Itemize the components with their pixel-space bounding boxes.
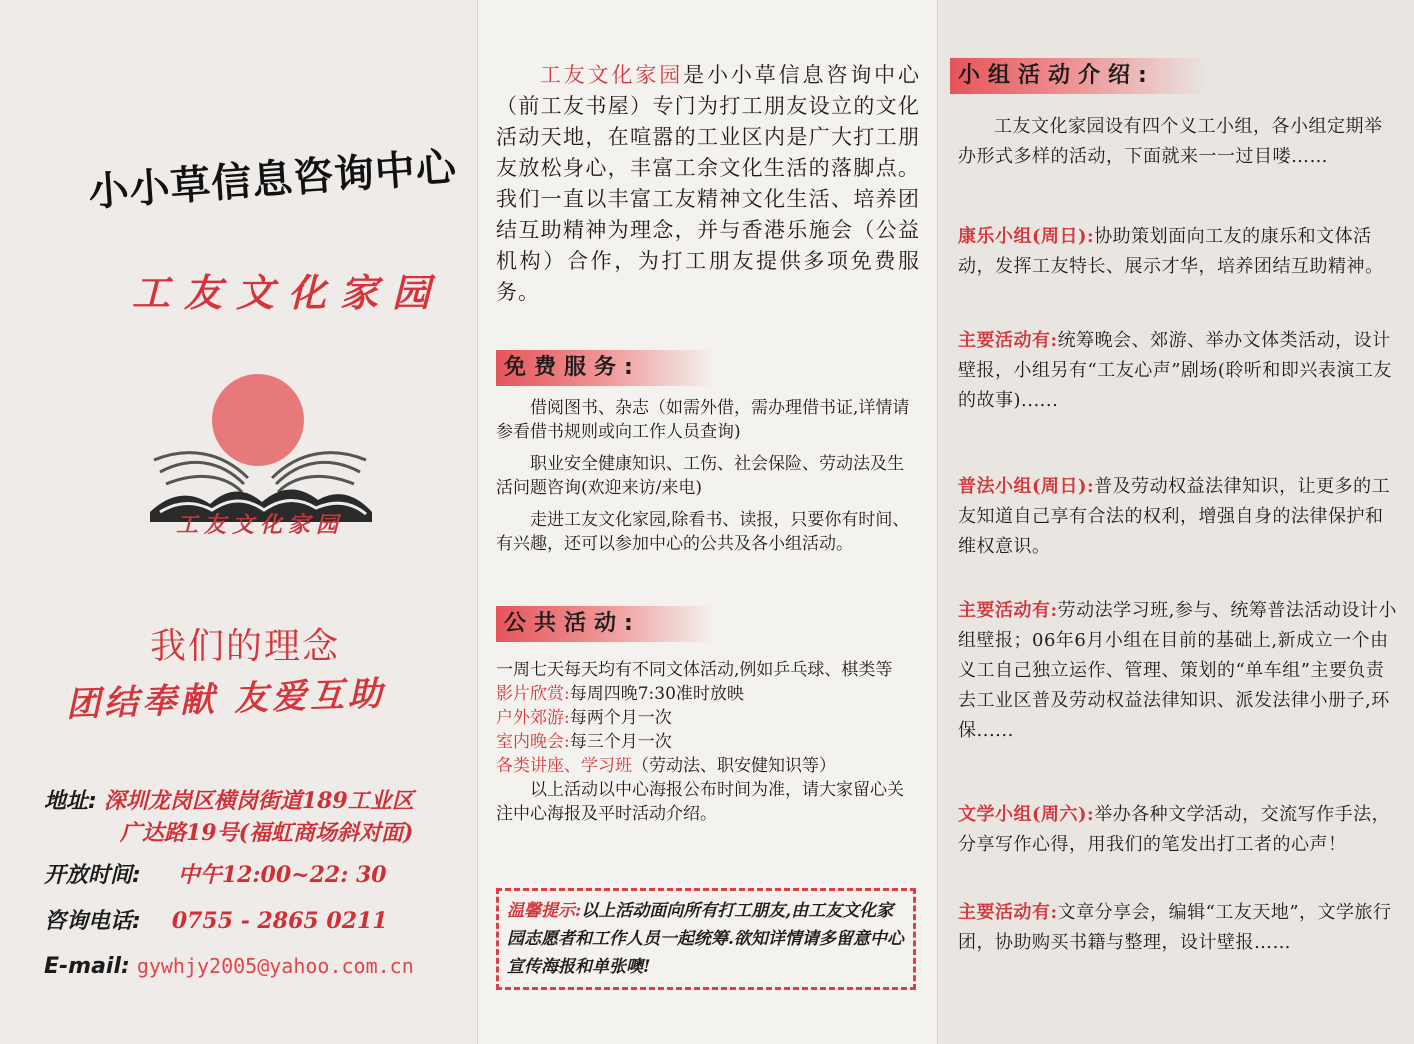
activity-item <box>496 682 920 706</box>
public-intro: 一周七天每天均有不同文体活动,例如乒乓球、棋类等 <box>496 660 893 680</box>
group-activities: 文章分享会，编辑“工友天地”，文学旅行团，协助购买书籍与整理，设计壁报…… <box>958 902 1392 953</box>
groups-heading: 小组活动介绍: <box>950 58 1208 94</box>
tip-text: 以上活动面向所有打工朋友,由工友文化家园志愿者和工作人员一起统筹.欲知详情请多留意中心宣传海报和单张噢! <box>507 901 904 977</box>
group-activities: 统筹晚会、郊游、举办文体类活动，设计壁报，小组另有“工友心声”剧场(聆听和即兴表演工友的故事)...... <box>958 330 1392 411</box>
hours-label: 开放时间: <box>44 863 141 888</box>
public-note: 以上活动以中心海报公布时间为准，请大家留心关注中心海报及平时活动介绍。 <box>496 780 904 824</box>
free-service-item: 借阅图书、杂志（如需外借，需办理借书证,详情请参看借书规则或向工作人员查询) <box>496 398 910 442</box>
group-activities-label: 主要活动有: <box>958 600 1058 621</box>
org-name: 小小草信息咨询中心 <box>87 144 459 216</box>
free-services-list <box>496 396 920 564</box>
groups-intro <box>958 112 1398 172</box>
intro-paragraph <box>496 60 920 308</box>
motto-title: 我们的理念 <box>150 626 341 667</box>
group-recreation <box>958 222 1398 282</box>
activity-item <box>496 706 920 730</box>
left-panel <box>0 0 478 1044</box>
group-name: 文学小组(周六): <box>958 804 1095 825</box>
address-row-2 <box>120 816 478 847</box>
tip-label: 温馨提示: <box>507 901 582 921</box>
email-row <box>44 954 474 979</box>
group-desc: 协助策划面向工友的康乐和文体活动，发挥工友特长、展示才华，培养团结互助精神。 <box>958 226 1384 277</box>
phone-value: 0755 - 2865 0211 <box>171 908 388 934</box>
group-literature-activities <box>958 898 1398 958</box>
group-recreation-activities <box>958 326 1398 416</box>
activity-name: 各类讲座、学习班 <box>496 756 632 776</box>
phone-row <box>44 904 474 935</box>
activity-detail: 每两个月一次 <box>569 708 672 728</box>
group-activities: 劳动法学习班,参与、统筹普法活动设计小组壁报；06年6月小组在目前的基础上,新成立一个由义工自己独立运作、管理、策划的“单车组”主要负责去工业区普及劳动权益法律知识、派发法律小册子,环保...... <box>958 600 1397 741</box>
free-services-heading: 免费服务: <box>496 350 714 386</box>
intro-highlight: 工友文化家园 <box>538 63 684 87</box>
tip-box <box>496 888 916 990</box>
public-activities-list <box>496 658 920 826</box>
group-activities-label: 主要活动有: <box>958 902 1058 923</box>
logo-caption: 工友文化家园 <box>175 512 344 538</box>
groups-intro-text: 工友文化家园设有四个义工小组，各小组定期举办形式多样的活动，下面就来一一过目喽…… <box>958 116 1383 167</box>
group-name: 普法小组(周日): <box>958 476 1095 497</box>
activity-item <box>496 730 920 754</box>
right-panel <box>938 0 1414 1044</box>
group-name: 康乐小组(周日): <box>958 226 1095 247</box>
address-line2: 广达路19号(福虹商场斜对面) <box>120 820 414 846</box>
activity-name: 室内晚会: <box>496 732 570 752</box>
free-service-item: 职业安全健康知识、工伤、社会保险、劳动法及生活问题咨询(欢迎来访/来电) <box>496 454 904 498</box>
activity-name: 户外郊游: <box>496 708 570 728</box>
hours-value: 中午12:00~22: 30 <box>177 862 387 888</box>
group-desc: 普及劳动权益法律知识，让更多的工友知道自己享有合法的权利，增强自身的法律保护和维权意识。 <box>958 476 1391 557</box>
group-legal-activities <box>958 596 1398 746</box>
group-activities-label: 主要活动有: <box>958 330 1058 351</box>
group-legal <box>958 472 1398 562</box>
group-literature <box>958 800 1398 860</box>
activity-name: 影片欣赏: <box>496 684 570 704</box>
sun-icon <box>212 374 304 466</box>
phone-label: 咨询电话: <box>44 909 141 934</box>
address-row <box>44 784 474 815</box>
group-desc: 举办各种文学活动，交流写作手法，分享写作心得，用我们的笔发出打工者的心声！ <box>958 804 1391 855</box>
activity-detail: 每周四晚7:30准时放映 <box>569 684 744 704</box>
middle-panel <box>478 0 938 1044</box>
hours-row <box>44 858 474 889</box>
public-activities-heading: 公共活动: <box>496 606 714 642</box>
home-name: 工友文化家园 <box>132 270 445 315</box>
activity-detail: 每三个月一次 <box>569 732 672 752</box>
activity-item <box>496 754 920 778</box>
activity-detail: （劳动法、职安健知识等） <box>632 756 836 776</box>
address-label: 地址: <box>44 789 97 814</box>
motto: 团结奉献 友爱互助 <box>65 673 387 725</box>
email-label: E-mail: <box>44 954 130 979</box>
address-line1: 深圳龙岗区横岗街道189工业区 <box>103 788 414 814</box>
free-service-item: 走进工友文化家园,除看书、读报，只要你有时间、有兴趣，还可以参加中心的公共及各小组活动。 <box>496 510 910 554</box>
intro-text: 是小小草信息咨询中心（前工友书屋）专门为打工朋友设立的文化活动天地，在喧嚣的工业区内是广大打工朋友放松身心，丰富工余文化生活的落脚点。我们一直以丰富工友精神文化生活、培养团结互助精神为理念，并与香港乐施会（公益机构）合作，为打工朋友提供多项免费服务。 <box>496 63 920 304</box>
email-value[interactable]: gywhjy2005@yahoo.com.cn <box>136 954 414 978</box>
